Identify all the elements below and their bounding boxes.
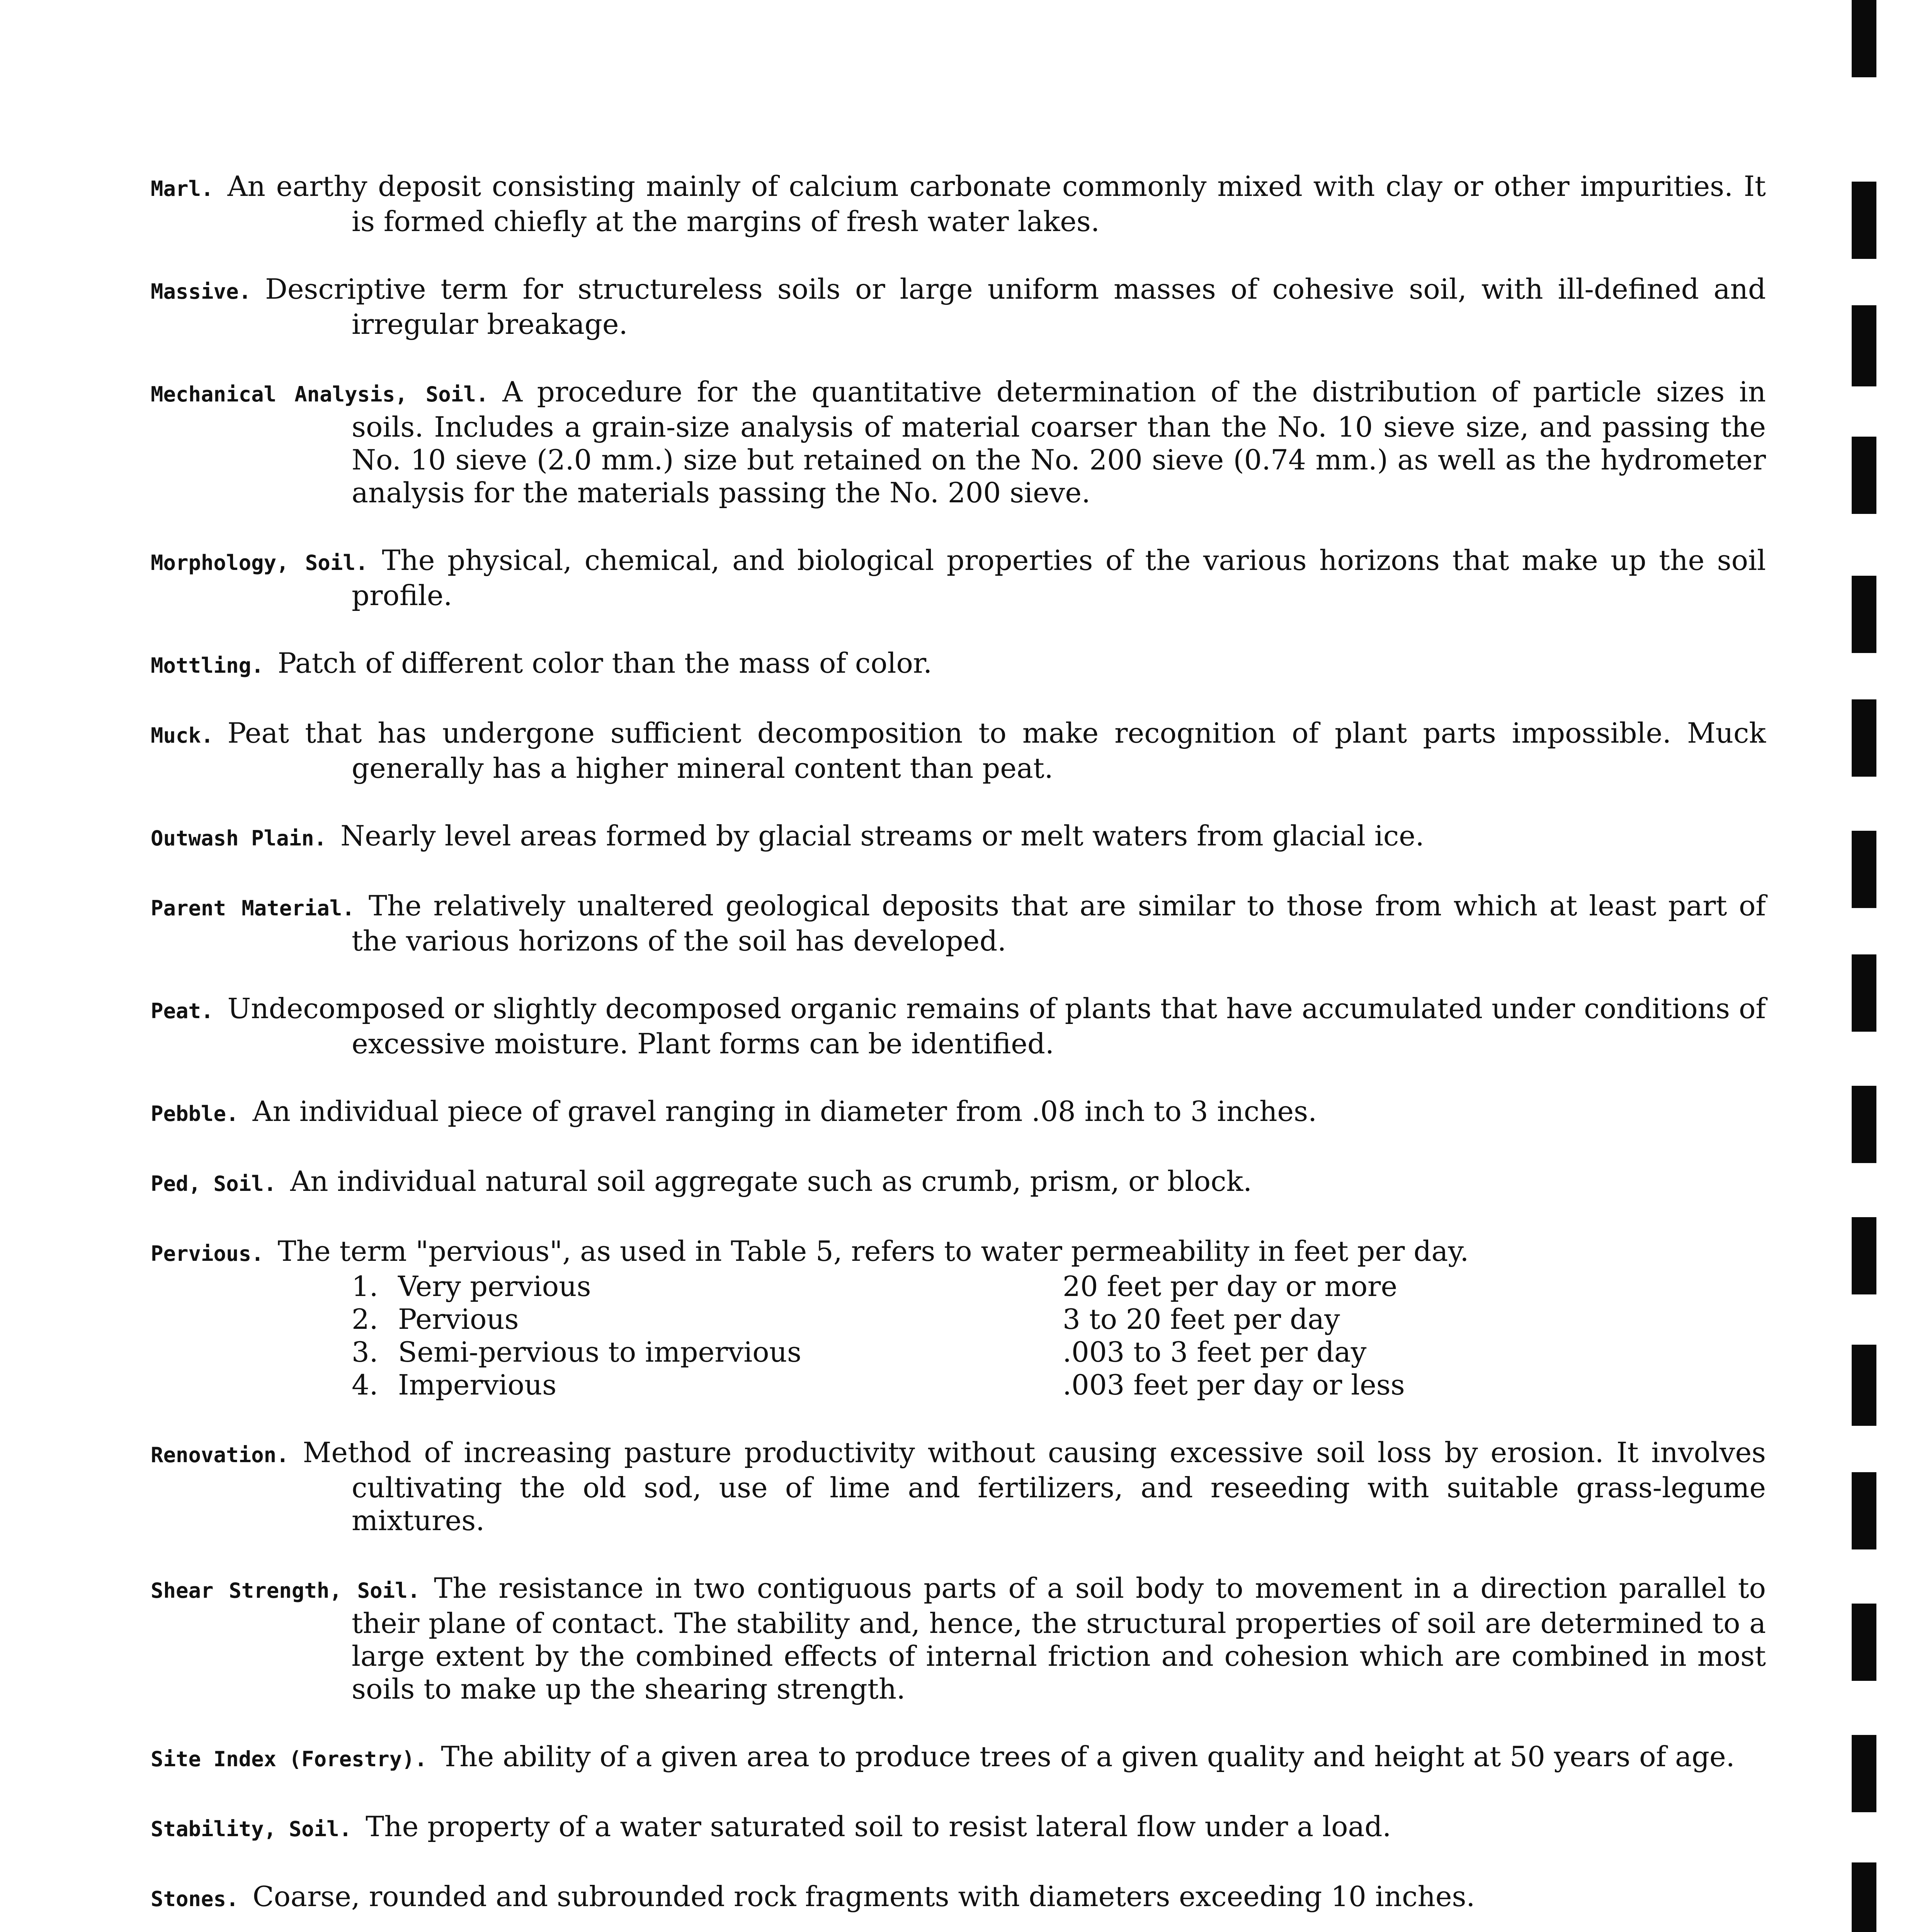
list-item: [352, 1303, 1766, 1336]
edge-mark: [1852, 1217, 1876, 1294]
edge-mark: [1852, 954, 1876, 1032]
rate-value: .003 feet per day or less: [1063, 1369, 1405, 1401]
term: Pervious.: [151, 1242, 264, 1266]
term: Muck.: [151, 723, 214, 748]
term: Morphology, Soil.: [151, 551, 368, 575]
definition: The physical, chemical, and biological properties of the various horizons that make up the soil profile.: [352, 544, 1766, 612]
term: Mechanical Analysis, Soil.: [151, 382, 489, 406]
edge-mark: [1852, 1086, 1876, 1163]
term: Mottling.: [151, 653, 264, 678]
definition: The relatively unaltered geological deposits that are similar to those from which at least part of the various horizons of the soil has developed.: [352, 889, 1766, 957]
entry-pebble: [151, 1095, 1766, 1130]
edge-mark: [1852, 0, 1876, 77]
definition: Method of increasing pasture productivity without causing excessive soil loss by erosion. It involves cultivating the old sod, use of lime and fertilizers, and reseeding with suitable grass-legume mixtures.: [303, 1436, 1766, 1537]
entry-mottling: [151, 647, 1766, 682]
item-number: 4.: [352, 1369, 378, 1401]
edge-mark: [1852, 1345, 1876, 1426]
definition: The term "pervious", as used in Table 5, refers to water permeability in feet per day.: [277, 1235, 1469, 1267]
item-number: 2.: [352, 1303, 378, 1335]
entry-marl: [151, 170, 1766, 238]
class-label: Very pervious: [398, 1270, 591, 1303]
class-label: Impervious: [398, 1369, 557, 1401]
term: Site Index (Forestry).: [151, 1747, 427, 1771]
entry-muck: [151, 717, 1766, 785]
definition: An earthy deposit consisting mainly of calcium carbonate commonly mixed with clay or other impurities. It is formed chiefly at the margins of fresh water lakes.: [227, 170, 1766, 238]
edge-mark: [1852, 1735, 1876, 1812]
edge-mark: [1852, 1862, 1876, 1932]
rate-value: .003 to 3 feet per day: [1063, 1336, 1367, 1368]
term: Shear Strength, Soil.: [151, 1578, 420, 1603]
entry-parent-material: [151, 889, 1766, 957]
class-label: Pervious: [398, 1303, 519, 1335]
entry-morphology: [151, 544, 1766, 612]
glossary: [151, 170, 1766, 1932]
rate-value: 20 feet per day or more: [1063, 1270, 1398, 1303]
entry-site-index: [151, 1740, 1766, 1776]
entry-pervious: [151, 1235, 1766, 1270]
item-number: 1.: [352, 1270, 378, 1303]
definition: The ability of a given area to produce trees of a given quality and height at 50 years of age.: [441, 1740, 1735, 1773]
term: Renovation.: [151, 1443, 289, 1467]
edge-mark: [1852, 182, 1876, 259]
definition: A procedure for the quantitative determination of the distribution of particle sizes in soils. Includes a grain-size analysis of material coarser than the No. 10 sieve size, and passing the No. 10 sieve (2.0 mm.) size but retained on the No. 200 sieve (0.74 mm.) as well as the hydrometer analysis for the materials passing the No. 200 sieve.: [352, 376, 1766, 509]
edge-mark: [1852, 305, 1876, 386]
definition: The resistance in two contiguous parts of a soil body to movement in a direction parallel to their plane of contact. The stability and, hence, the structural properties of soil are determined to a large extent by the combined effects of internal friction and cohesion which are combined in most soils to make up the shearing strength.: [352, 1572, 1766, 1705]
term: Parent Material.: [151, 896, 355, 920]
list-item: [352, 1369, 1766, 1401]
term: Stones.: [151, 1887, 239, 1911]
entry-massive: [151, 273, 1766, 341]
edge-mark: [1852, 699, 1876, 777]
definition: An individual piece of gravel ranging in diameter from .08 inch to 3 inches.: [252, 1095, 1317, 1128]
entry-shear-strength: [151, 1572, 1766, 1706]
rate-value: 3 to 20 feet per day: [1063, 1303, 1340, 1335]
entry-ped-soil: [151, 1165, 1766, 1200]
definition: Nearly level areas formed by glacial streams or melt waters from glacial ice.: [340, 820, 1424, 852]
entry-stones: [151, 1880, 1766, 1915]
edge-mark: [1852, 437, 1876, 514]
edge-mark: [1852, 576, 1876, 653]
term: Massive.: [151, 279, 252, 304]
definition: Peat that has undergone sufficient decomposition to make recognition of plant parts impossible. Muck generally has a higher mineral content than peat.: [227, 717, 1766, 784]
binding-edge-marks: [1852, 0, 1876, 1932]
definition: Descriptive term for structureless soils or large uniform masses of cohesive soil, with ill-defined and irregular breakage.: [265, 273, 1766, 340]
edge-mark: [1852, 1604, 1876, 1681]
edge-mark: [1852, 831, 1876, 908]
definition: Undecomposed or slightly decomposed organic remains of plants that have accumulated under conditions of excessive moisture. Plant forms can be identified.: [227, 992, 1766, 1060]
definition: Coarse, rounded and subrounded rock fragments with diameters exceeding 10 inches.: [252, 1880, 1475, 1913]
term: Marl.: [151, 177, 214, 201]
entry-stability: [151, 1810, 1766, 1845]
entry-outwash-plain: [151, 820, 1766, 855]
entry-peat: [151, 992, 1766, 1060]
list-item: [352, 1270, 1766, 1303]
term: Pebble.: [151, 1102, 239, 1126]
term: Stability, Soil.: [151, 1817, 352, 1841]
definition: Patch of different color than the mass of color.: [277, 647, 932, 679]
term: Peat.: [151, 999, 214, 1023]
entry-renovation: [151, 1436, 1766, 1537]
term: Outwash Plain.: [151, 826, 327, 850]
definition: An individual natural soil aggregate such as crumb, prism, or block.: [290, 1165, 1252, 1197]
definition: The property of a water saturated soil to resist lateral flow under a load.: [366, 1810, 1391, 1843]
list-item: [352, 1336, 1766, 1369]
edge-mark: [1852, 1472, 1876, 1549]
entry-mechanical-analysis: [151, 376, 1766, 509]
class-label: Semi-pervious to impervious: [398, 1336, 801, 1368]
term: Ped, Soil.: [151, 1172, 277, 1196]
pervious-classes: [352, 1270, 1766, 1401]
item-number: 3.: [352, 1336, 378, 1368]
